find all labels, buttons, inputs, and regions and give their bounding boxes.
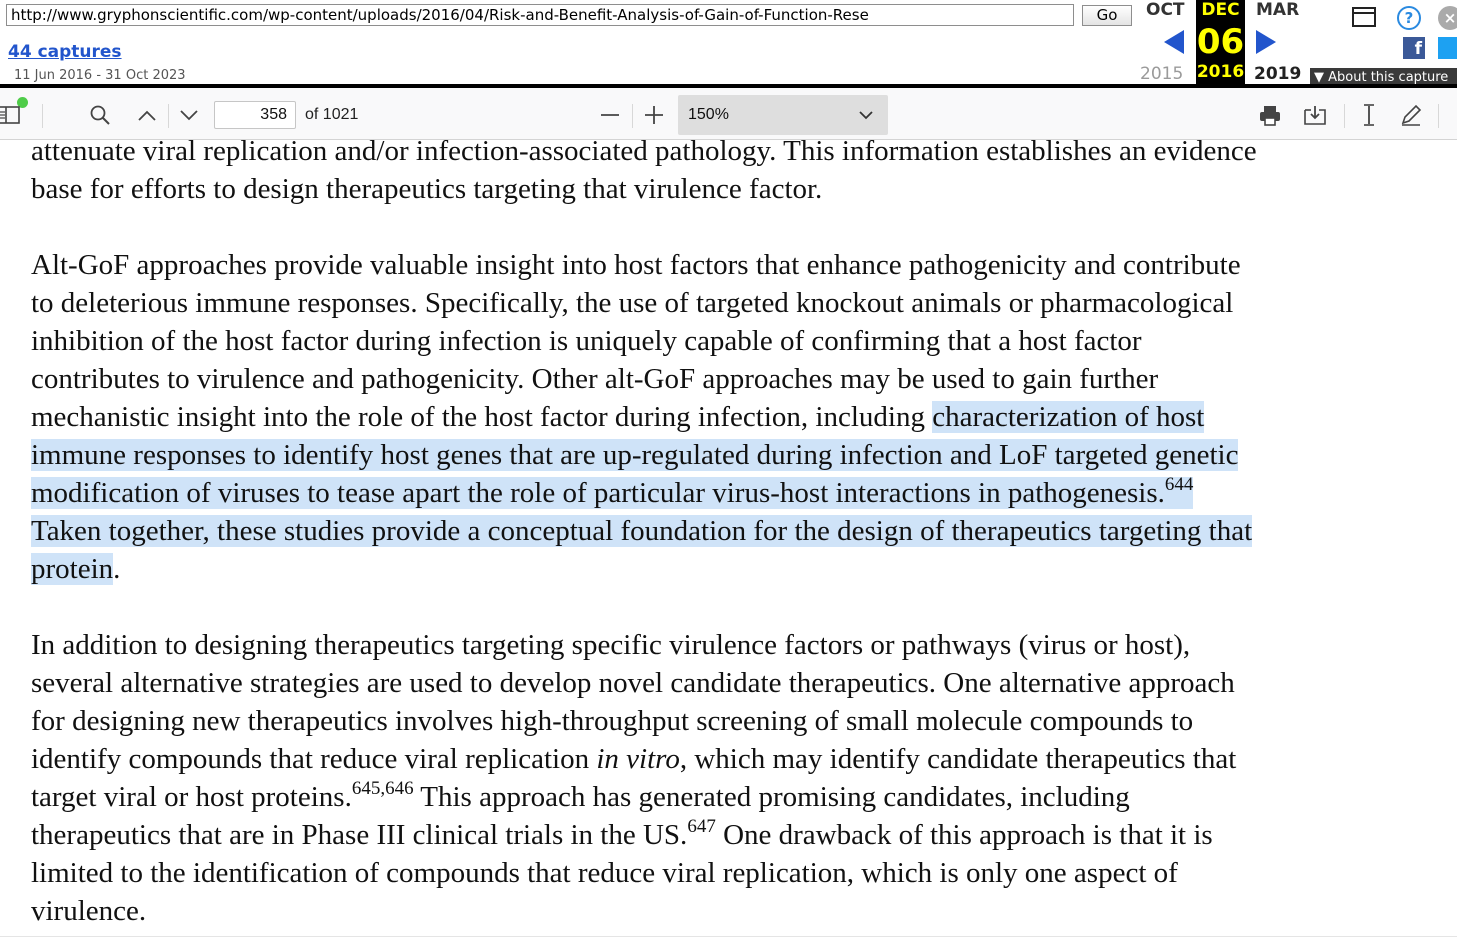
text-line (31, 550, 1451, 588)
next-arrow-icon[interactable] (1256, 30, 1276, 54)
next-page-button[interactable] (174, 101, 204, 129)
text-line (31, 474, 1451, 512)
selected-text[interactable] (31, 474, 1194, 509)
text-line (31, 778, 1451, 816)
next-page-icon (179, 108, 199, 122)
footnote-ref: 645,646 (351, 778, 414, 799)
go-button[interactable]: Go (1082, 5, 1132, 26)
prev-month-label[interactable]: OCT (1146, 0, 1185, 20)
chevron-down-icon (858, 107, 874, 123)
help-icon[interactable]: ? (1397, 6, 1421, 30)
page-number-input[interactable]: 358 (214, 101, 296, 129)
text-run: therapeutics that are in Phase III clinical trials in the US. (31, 819, 688, 851)
text-line: Alt-GoF approaches provide valuable insight into host factors that enhance pathogenicity and contribute (31, 249, 1241, 281)
selected-text[interactable]: Taken together, these studies provide a conceptual foundation for the design of therapeutics targeting that (31, 515, 1253, 547)
text-run: This approach has generated promising candidates, including (413, 781, 1130, 813)
zoom-out-icon (600, 105, 620, 125)
zoom-value: 150% (688, 106, 729, 123)
download-button[interactable] (1300, 101, 1330, 129)
text-line (31, 740, 1451, 778)
wayback-toolbar (0, 0, 1457, 88)
selected-text[interactable]: characterization of host (932, 401, 1205, 433)
text-select-icon (1361, 103, 1377, 127)
italic-text: in vitro (596, 743, 680, 775)
text-line (31, 816, 1451, 854)
previous-page-button[interactable] (132, 101, 162, 129)
zoom-select[interactable] (678, 95, 888, 135)
text-line: virulence. (31, 895, 147, 927)
capture-date-range: 11 Jun 2016 - 31 Oct 2023 (14, 68, 186, 83)
current-capture-date (1196, 0, 1245, 88)
about-capture-button[interactable]: ▼ About this capture (1310, 68, 1457, 88)
text-run: , which may identify candidate therapeutics that (679, 743, 1237, 775)
facebook-icon[interactable]: f (1403, 37, 1425, 59)
draw-button[interactable] (1396, 101, 1426, 129)
text-line (31, 436, 1451, 474)
text-select-button[interactable] (1356, 101, 1382, 129)
previous-page-icon (137, 108, 157, 122)
footnote-ref: 644 (1164, 474, 1194, 495)
current-day-label: 06 (1196, 22, 1245, 62)
text-run: mechanistic insight into the role of the host factor during infection, including (31, 401, 933, 433)
text-run: One drawback of this approach is that it is (715, 819, 1213, 851)
pdf-toolbar (0, 88, 1457, 140)
selected-text[interactable]: protein (31, 553, 114, 585)
toolbar-separator (42, 104, 43, 128)
paragraph (31, 626, 1451, 930)
text-line (31, 512, 1451, 550)
toolbar-separator (1438, 104, 1439, 128)
text-run: target viral or host proteins. (31, 781, 352, 813)
toolbar-separator (632, 104, 633, 128)
page-bottom-divider (0, 936, 1457, 937)
paragraph (31, 140, 1451, 208)
text-run: . (113, 553, 121, 585)
text-line: In addition to designing therapeutics targeting specific virulence factors or pathways (virus or host), (31, 629, 1191, 661)
calendar-icon[interactable] (1352, 7, 1376, 27)
text-run: identify compounds that reduce viral replication (31, 743, 597, 775)
zoom-in-icon (644, 105, 664, 125)
page-count-label: of 1021 (305, 106, 359, 123)
print-button[interactable] (1256, 101, 1284, 129)
footnote-ref: 647 (687, 816, 716, 837)
pdf-page (0, 140, 1457, 939)
prev-arrow-icon[interactable] (1164, 30, 1184, 54)
twitter-icon[interactable] (1438, 37, 1457, 59)
text-line: base for efforts to design therapeutics targeting that virulence factor. (31, 173, 823, 205)
text-line: contributes to virulence and pathogenicity. Other alt-GoF approaches may be used to gain further (31, 363, 1159, 395)
sidebar-toggle-icon (0, 105, 20, 125)
search-icon (89, 104, 111, 126)
text-line: for designing new therapeutics involves high-throughput screening of small molecule compounds to (31, 705, 1194, 737)
toolbar-separator (1344, 104, 1345, 128)
current-year-label: 2016 (1196, 62, 1245, 82)
zoom-in-button[interactable] (640, 101, 668, 129)
text-line: to deleterious immune responses. Specifically, the use of targeted knockout animals or pharmacological (31, 287, 1234, 319)
prev-year-label[interactable]: 2015 (1140, 64, 1184, 84)
text-line: several alternative strategies are used to develop novel candidate therapeutics. One alternative approach (31, 667, 1235, 699)
find-button[interactable] (84, 101, 116, 129)
draw-icon (1399, 103, 1423, 127)
text-line: limited to the identification of compounds that reduce viral replication, which is only one aspect of (31, 857, 1178, 889)
close-icon[interactable]: × (1438, 6, 1457, 30)
page-text (31, 140, 1451, 939)
next-month-label[interactable]: MAR (1256, 0, 1300, 20)
text-run: modification of viruses to tease apart the role of particular virus-host interactions in pathogenesis. (31, 477, 1165, 509)
sidebar-toggle-button[interactable] (0, 101, 24, 129)
text-line: attenuate viral replication and/or infection-associated pathology. This information establishes an evidence (31, 140, 1257, 167)
text-line: inhibition of the host factor during infection is uniquely capable of confirming that a host factor (31, 325, 1142, 357)
captures-link[interactable]: 44 captures (8, 42, 122, 62)
current-month-label: DEC (1201, 0, 1240, 20)
wayback-url-input[interactable]: http://www.gryphonscientific.com/wp-content/uploads/2016/04/Risk-and-Benefit-Analysis-of-Gain-of-Function-Rese (6, 4, 1074, 26)
selected-text[interactable]: immune responses to identify host genes that are up-regulated during infection and LoF targeted genetic (31, 439, 1239, 471)
text-line (31, 398, 1451, 436)
next-year-label[interactable]: 2019 (1254, 64, 1302, 84)
paragraph (31, 246, 1451, 588)
toolbar-separator (168, 104, 169, 128)
zoom-out-button[interactable] (596, 101, 624, 129)
download-icon (1303, 104, 1327, 126)
print-icon (1259, 104, 1281, 126)
